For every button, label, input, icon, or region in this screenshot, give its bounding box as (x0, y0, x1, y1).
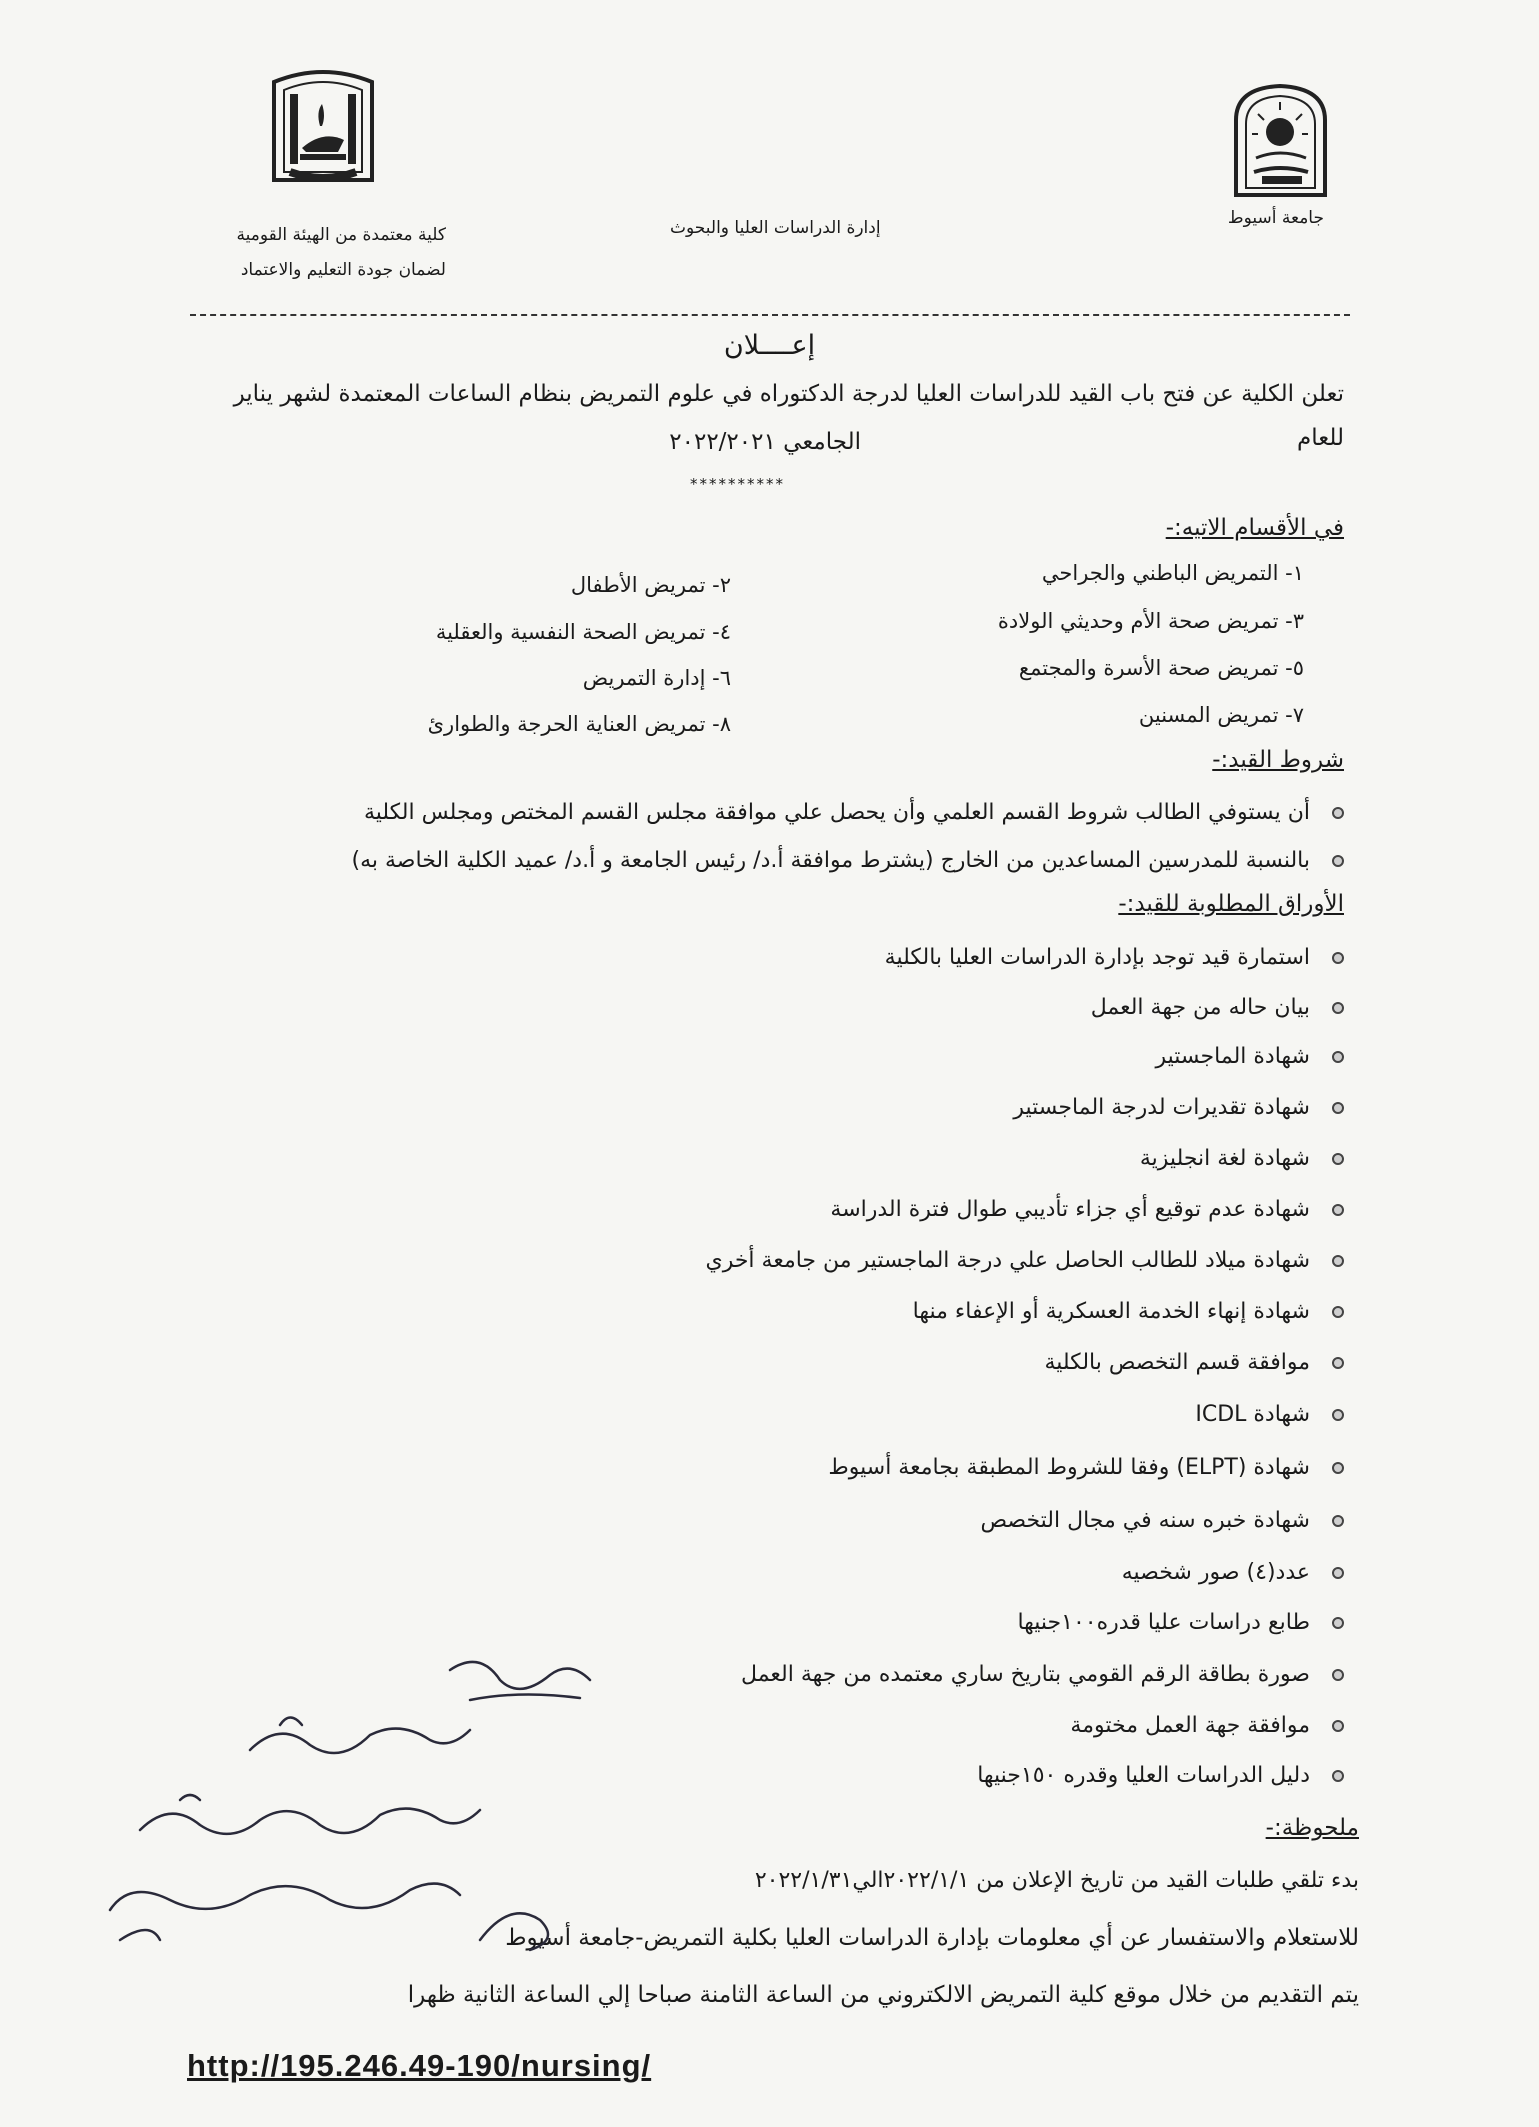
bullet-icon (1332, 1102, 1344, 1114)
bullet-icon (1332, 1409, 1344, 1421)
department-item: ٦- إدارة التمريض (582, 666, 731, 690)
announcement-title: إعــــلان (723, 330, 816, 361)
notes-heading: ملحوظة:- (1265, 1815, 1359, 1841)
departments-heading: في الأقسام الاتيه:- (1165, 515, 1344, 541)
note-inquiries: للاستعلام والاستفسار عن أي معلومات بإدارة الدراسات العليا بكلية التمريض-جامعة أسيوط (505, 1925, 1359, 1951)
department-item: ٢- تمريض الأطفال (570, 573, 731, 597)
document-item: موافقة قسم التخصص بالكلية (1044, 1350, 1344, 1375)
department-item: ٨- تمريض العناية الحرجة والطوارئ (427, 712, 731, 736)
document-item: عدد(٤) صور شخصيه (1122, 1560, 1344, 1585)
accreditation-line2: لضمان جودة التعليم والاعتماد (240, 260, 446, 280)
document-item: شهادة إنهاء الخدمة العسكرية أو الإعفاء منها (913, 1299, 1344, 1324)
bullet-icon (1332, 1567, 1344, 1579)
bullet-icon (1332, 855, 1344, 867)
bullet-icon (1332, 1515, 1344, 1527)
bullet-icon (1332, 807, 1344, 819)
document-item: شهادة ICDL (1195, 1402, 1344, 1427)
note-registration-period: بدء تلقي طلبات القيد من تاريخ الإعلان من ٢٠٢٢/١/١الي٢٠٢٢/١/٣١ (754, 1868, 1359, 1893)
document-item: شهادة (ELPT) وفقا للشروط المطبقة بجامعة أسيوط (828, 1455, 1344, 1480)
document-item: شهادة عدم توقيع أي جزاء تأديبي طوال فترة الدراسة (830, 1197, 1344, 1222)
handwritten-signature (50, 1640, 610, 1970)
document-item: دليل الدراسات العليا وقدره ١٥٠جنيها (977, 1763, 1344, 1788)
faculty-of-nursing-logo (264, 60, 382, 188)
university-name: جامعة أسيوط (1227, 208, 1324, 228)
document-item: صورة بطاقة الرقم القومي بتاريخ ساري معتمده من جهة العمل (741, 1662, 1344, 1687)
document-item: شهادة ميلاد للطالب الحاصل علي درجة الماجستير من جامعة أخري (705, 1248, 1344, 1273)
bullet-icon (1332, 1204, 1344, 1216)
document-item: استمارة قيد توجد بإدارة الدراسات العليا بالكلية (885, 945, 1344, 970)
nursing-website-link[interactable]: http://195.246.49-190/nursing/ (187, 2048, 652, 2083)
university-logo (1228, 80, 1333, 198)
document-item: شهادة تقديرات لدرجة الماجستير (1013, 1095, 1344, 1120)
department-item: ٧- تمريض المسنين (1138, 703, 1304, 727)
announcement-body-line2: الجامعي ٢٠٢٢/٢٠٢١ (669, 429, 861, 455)
document-item: بيان حاله من جهة العمل (1091, 995, 1344, 1020)
document-item: موافقة جهة العمل مختومة (1070, 1713, 1344, 1738)
document-item: شهادة الماجستير (1156, 1044, 1344, 1069)
conditions-heading: شروط القيد:- (1212, 747, 1344, 773)
bullet-icon (1332, 1720, 1344, 1732)
bullet-icon (1332, 1357, 1344, 1369)
separator-stars: ********** (690, 475, 785, 493)
department-item: ١- التمريض الباطني والجراحي (1041, 561, 1304, 585)
department-name: إدارة الدراسات العليا والبحوث (670, 218, 881, 238)
announcement-body-line1: تعلن الكلية عن فتح باب القيد للدراسات العليا لدرجة الدكتوراه في علوم التمريض بنظام الساعات المعتمدة لشهر يناير للعام (233, 381, 1344, 451)
condition-item: بالنسبة للمدرسين المساعدين من الخارج (يشترط موافقة أ.د/ رئيس الجامعة و أ.د/ عميد الكلية الخاصة به) (352, 848, 1344, 873)
department-item: ٥- تمريض صحة الأسرة والمجتمع (1018, 656, 1304, 680)
note-application-hours: يتم التقديم من خلال موقع كلية التمريض الالكتروني من الساعة الثامنة صباحا إلي الساعة الثانية ظهرا (407, 1982, 1359, 2008)
bullet-icon (1332, 1002, 1344, 1014)
header-divider (190, 314, 1350, 316)
department-item: ٤- تمريض الصحة النفسية والعقلية (435, 620, 731, 644)
document-item: طابع دراسات عليا قدره١٠٠جنيها (1017, 1610, 1344, 1635)
condition-item: أن يستوفي الطالب شروط القسم العلمي وأن يحصل علي موافقة مجلس القسم المختص ومجلس الكلية (364, 800, 1344, 825)
bullet-icon (1332, 1051, 1344, 1063)
document-item: شهادة لغة انجليزية (1140, 1146, 1344, 1171)
bullet-icon (1332, 1255, 1344, 1267)
accreditation-line1: كلية معتمدة من الهيئة القومية (236, 225, 446, 245)
department-item: ٣- تمريض صحة الأم وحديثي الولادة (997, 609, 1304, 633)
document-item: شهادة خبره سنه في مجال التخصص (980, 1508, 1344, 1533)
bullet-icon (1332, 1617, 1344, 1629)
bullet-icon (1332, 1462, 1344, 1474)
bullet-icon (1332, 1669, 1344, 1681)
bullet-icon (1332, 1306, 1344, 1318)
bullet-icon (1332, 952, 1344, 964)
bullet-icon (1332, 1770, 1344, 1782)
bullet-icon (1332, 1153, 1344, 1165)
documents-heading: الأوراق المطلوبة للقيد:- (1118, 891, 1344, 917)
